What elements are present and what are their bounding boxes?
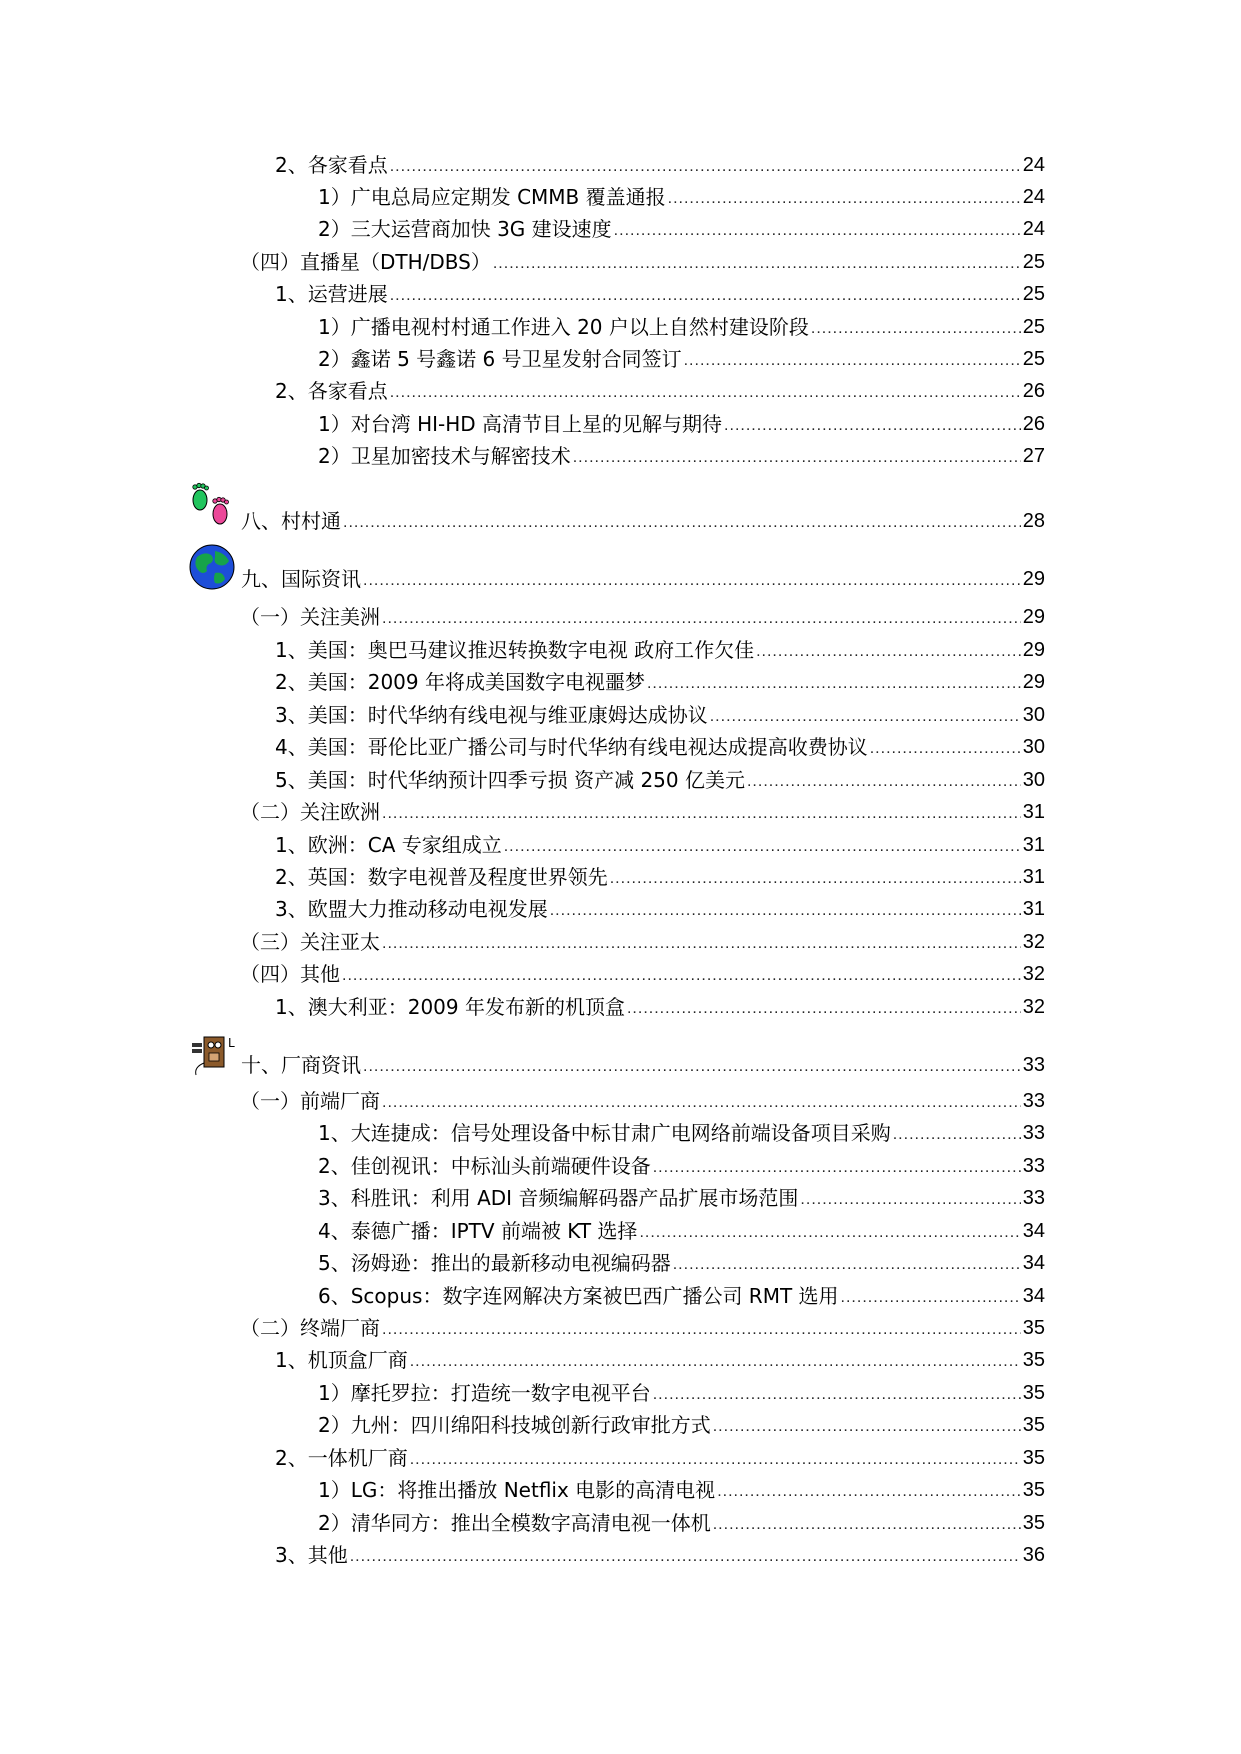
toc-entry[interactable]: 2、各家看点 ..... 24 [275, 152, 1045, 178]
toc-entry[interactable]: 2）清华同方：推出全模数字高清电视一体机 ..... 35 [318, 1510, 1045, 1536]
toc-entry[interactable]: 2、英国：数字电视普及程度世界领先 ..... 31 [275, 864, 1045, 890]
toc-entry[interactable]: （一）关注美洲 ..... 29 [240, 604, 1045, 630]
dot-leader [747, 771, 1021, 793]
dot-leader [382, 933, 1021, 955]
page-number: 35 [1022, 1317, 1045, 1339]
dot-leader [800, 1189, 1020, 1211]
page-number: 31 [1022, 801, 1045, 823]
page-number: 30 [1022, 769, 1045, 791]
page-number: 31 [1022, 866, 1045, 888]
dot-leader [713, 1416, 1021, 1438]
page-number: 32 [1022, 996, 1045, 1018]
toc-entry[interactable]: 2、各家看点 ..... 26 [275, 378, 1045, 404]
dot-leader [350, 1546, 1021, 1568]
page-number: 35 [1022, 1414, 1045, 1436]
toc-entry[interactable]: 1）广电总局应定期发 CMMB 覆盖通报 ..... 24 [318, 184, 1045, 210]
dot-leader [343, 512, 1021, 534]
dot-leader [363, 570, 1021, 592]
page-number: 35 [1022, 1512, 1045, 1534]
dot-leader [493, 253, 1021, 275]
toc-entry[interactable]: 2、美国：2009 年将成美国数字电视噩梦 ..... 29 [275, 669, 1045, 695]
page-number: 30 [1022, 736, 1045, 758]
page-number: 31 [1022, 898, 1045, 920]
dot-leader [410, 1351, 1021, 1373]
toc-entry[interactable]: 1）广播电视村村通工作进入 20 户以上自然村建设阶段 ..... 25 [318, 314, 1045, 340]
page-number: 29 [1022, 639, 1045, 661]
toc-entry[interactable]: 6、Scopus：数字连网解决方案被巴西广播公司 RMT 选用 ..... 34 [318, 1283, 1045, 1309]
toc-entry[interactable]: 3、美国：时代华纳有线电视与维亚康姆达成协议 ..... 30 [275, 702, 1045, 728]
dot-leader [410, 1449, 1021, 1471]
toc-entry[interactable]: 3、科胜讯：利用 ADI 音频编解码器产品扩展市场范围 ..... 33 [318, 1185, 1045, 1211]
toc-entry[interactable]: （二）关注欧洲 ..... 31 [240, 799, 1045, 825]
toc-entry[interactable]: 1、欧洲：CA 专家组成立 ..... 31 [275, 832, 1045, 858]
toc-entry[interactable]: 2）九州：四川绵阳科技城创新行政审批方式 ..... 35 [318, 1412, 1045, 1438]
dot-leader [713, 1514, 1021, 1536]
page-number: 35 [1022, 1349, 1045, 1371]
page-number: 34 [1022, 1220, 1045, 1242]
page-number: 32 [1022, 963, 1045, 985]
dot-leader [811, 318, 1021, 340]
toc-entry[interactable]: （一）前端厂商 ..... 33 [240, 1088, 1045, 1114]
page-number: 25 [1022, 348, 1045, 370]
toc-entry[interactable]: 1）LG：将推出播放 Netflix 电影的高清电视 ..... 35 [318, 1477, 1045, 1503]
toc-entry[interactable]: 1、美国：奥巴马建议推迟转换数字电视 政府工作欠佳 ..... 29 [275, 637, 1045, 663]
dot-leader [382, 1092, 1021, 1114]
page-number: 28 [1022, 510, 1045, 532]
dot-leader [382, 608, 1021, 630]
dot-leader [614, 220, 1021, 242]
toc-entry[interactable]: （三）关注亚太 ..... 32 [240, 929, 1045, 955]
page-number: 34 [1022, 1285, 1045, 1307]
page-number: 29 [1022, 606, 1045, 628]
dot-leader [382, 1319, 1021, 1341]
footprints-icon [188, 482, 236, 528]
globe-icon [185, 543, 239, 591]
dot-leader [653, 1384, 1021, 1406]
toc-entry[interactable]: 2）卫星加密技术与解密技术 ..... 27 [318, 443, 1045, 469]
toc-entry[interactable]: （二）终端厂商 ..... 35 [240, 1315, 1045, 1341]
dot-leader [639, 1222, 1020, 1244]
toc-entry[interactable]: 九、国际资讯 ..... 29 [241, 566, 1045, 592]
dot-leader [717, 1481, 1021, 1503]
toc-entry[interactable]: 5、美国：时代华纳预计四季亏损 资产减 250 亿美元 ..... 30 [275, 767, 1045, 793]
dot-leader [724, 415, 1021, 437]
toc-entry[interactable]: 1、运营进展 ..... 25 [275, 281, 1045, 307]
page-number: 29 [1022, 671, 1045, 693]
toc-entry[interactable]: 1、机顶盒厂商 ..... 35 [275, 1347, 1045, 1373]
dot-leader [710, 706, 1021, 728]
page-number: 33 [1022, 1155, 1045, 1177]
page-number: 33 [1022, 1054, 1045, 1076]
dot-leader [610, 868, 1021, 890]
toc-entry[interactable]: 1）摩托罗拉：打造统一数字电视平台 ..... 35 [318, 1380, 1045, 1406]
page-number: 36 [1022, 1544, 1045, 1566]
toc-entry[interactable]: 1）对台湾 HI-HD 高清节目上星的见解与期待 ..... 26 [318, 411, 1045, 437]
dot-leader [573, 447, 1021, 469]
page-number: 26 [1022, 380, 1045, 402]
dot-leader [647, 673, 1021, 695]
toc-entry[interactable]: （四）直播星（DTH/DBS） ..... 25 [240, 249, 1045, 275]
dot-leader [382, 803, 1021, 825]
toc-entry[interactable]: 2、一体机厂商 ..... 35 [275, 1445, 1045, 1471]
dot-leader [684, 350, 1021, 372]
dot-leader [550, 900, 1021, 922]
dot-leader [363, 1056, 1021, 1078]
dot-leader [870, 738, 1021, 760]
page-number: 25 [1022, 316, 1045, 338]
toc-entry[interactable]: 1、澳大利亚：2009 年发布新的机顶盒 ..... 32 [275, 994, 1045, 1020]
page-number: 34 [1022, 1252, 1045, 1274]
dot-leader [504, 836, 1021, 858]
page-number: 35 [1022, 1382, 1045, 1404]
page-number: 24 [1022, 186, 1045, 208]
toc-entry[interactable]: 八、村村通 ..... 28 [241, 508, 1045, 534]
dot-leader [390, 285, 1021, 307]
svg-text:L: L [228, 1036, 235, 1050]
dot-leader [756, 641, 1021, 663]
toc-entry[interactable]: 3、欧盟大力推动移动电视发展 ..... 31 [275, 896, 1045, 922]
dot-leader [841, 1287, 1021, 1309]
page-number: 25 [1022, 251, 1045, 273]
page-number: 35 [1022, 1479, 1045, 1501]
dot-leader [342, 965, 1021, 987]
page-number: 33 [1022, 1187, 1045, 1209]
page-number: 25 [1022, 283, 1045, 305]
toc-entry[interactable]: 十、厂商资讯 ..... 33 [241, 1052, 1045, 1078]
page-number: 35 [1022, 1447, 1045, 1469]
dot-leader [893, 1124, 1021, 1146]
toc-entry[interactable]: 1、大连捷成：信号处理设备中标甘肃广电网络前端设备项目采购 ..... 33 [318, 1120, 1045, 1146]
toc-entry[interactable]: 5、汤姆逊：推出的最新移动电视编码器 ..... 34 [318, 1250, 1045, 1276]
toc-entry[interactable]: （四）其他 ..... 32 [240, 961, 1045, 987]
page-number: 33 [1022, 1090, 1045, 1112]
telephone-icon [188, 1033, 240, 1077]
page-number: 24 [1022, 218, 1045, 240]
toc-entry[interactable]: 2）三大运营商加快 3G 建设速度 ..... 24 [318, 216, 1045, 242]
dot-leader [390, 382, 1021, 404]
page-number: 30 [1022, 704, 1045, 726]
page-number: 27 [1022, 445, 1045, 467]
toc-entry[interactable]: 2）鑫诺 5 号鑫诺 6 号卫星发射合同签订 ..... 25 [318, 346, 1045, 372]
toc-entry[interactable]: 4、泰德广播：IPTV 前端被 KT 选择 ..... 34 [318, 1218, 1045, 1244]
page-number: 32 [1022, 931, 1045, 953]
toc-entry[interactable]: 2、佳创视讯：中标汕头前端硬件设备 ..... 33 [318, 1153, 1045, 1179]
page-number: 33 [1022, 1122, 1045, 1144]
toc-entry[interactable]: 3、其他 ..... 36 [275, 1542, 1045, 1568]
page-number: 31 [1022, 834, 1045, 856]
dot-leader [653, 1157, 1021, 1179]
dot-leader [673, 1254, 1021, 1276]
dot-leader [627, 998, 1021, 1020]
page-number: 24 [1022, 154, 1045, 176]
dot-leader [390, 156, 1021, 178]
dot-leader [668, 188, 1021, 210]
page-number: 26 [1022, 413, 1045, 435]
page-number: 29 [1022, 568, 1045, 590]
toc-entry[interactable]: 4、美国：哥伦比亚广播公司与时代华纳有线电视达成提高收费协议 ..... 30 [275, 734, 1045, 760]
